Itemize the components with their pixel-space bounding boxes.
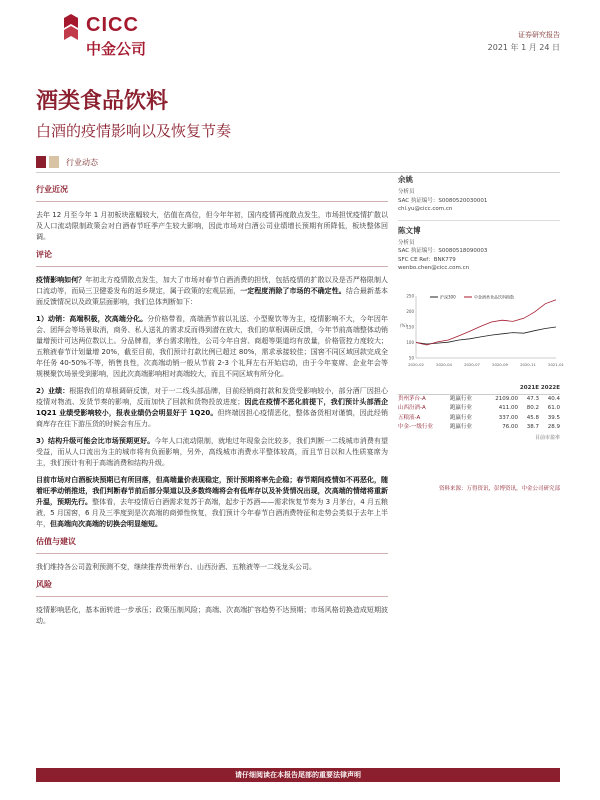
stock-rating: 跑赢行业 bbox=[450, 414, 473, 421]
analyst-cert: SAC 执证编号：S0080520030001 bbox=[398, 197, 488, 204]
stock-target: 2109.00 bbox=[495, 395, 518, 402]
x-tick-label: 2020-11 bbox=[520, 362, 536, 367]
logo-text-cn: 中金公司 bbox=[86, 40, 147, 58]
stock-rating: 跑赢行业 bbox=[450, 424, 473, 430]
stock-pe-2021: 38.7 bbox=[526, 424, 539, 430]
tag-label: 行业动态 bbox=[66, 158, 98, 167]
series-line-1 bbox=[416, 327, 556, 344]
cicc-logo-mark-icon bbox=[60, 14, 82, 42]
bold-lead: 3）结构升级可能会比市场预期更好。 bbox=[36, 437, 155, 445]
index-performance-chart bbox=[398, 288, 564, 372]
x-tick-label: 2020-09 bbox=[492, 362, 508, 367]
stock-pe-2022: 61.0 bbox=[547, 405, 560, 411]
comment-paragraph-1 bbox=[36, 275, 388, 308]
paragraph-text: 年初北方疫情散点发生，加大了市场对春节白酒消费的担忧，包括疫情的扩散以及是否严格限制人口流动等，而局三卫健委发布的返乡规定，属于政策的宏观层面， bbox=[36, 276, 389, 295]
paragraph-text: 整体看，去年疫情后白酒需求复苏于高端，起步于苏酒——需求恢复节奏为 3 月茅台，4 月五粮液，5 月国窖，6 月及三季度到是次高端的商弹性恢复，我们预计今年春节白酒消费特征和走势会类似于去年上半年， bbox=[36, 498, 388, 528]
stock-pe-2022: 40.4 bbox=[547, 395, 560, 402]
stock-pe-2022: 28.9 bbox=[547, 424, 560, 430]
table-header-cell bbox=[450, 384, 490, 394]
comment-paragraph-3 bbox=[36, 386, 388, 430]
bold-lead: 目前市场对白酒板块预期已有所回落，但高端量价表现稳定，预计预期将率先企稳；春节期间疫情如不再恶化，随着旺季动销推进，我们判断春节前后部分渠道以及多数终端将会有低库存以及补货情况出现，次高端的情绪将重新升温，预期先行。 bbox=[36, 476, 388, 506]
section-rule bbox=[36, 266, 388, 267]
stock-name: 中金-一级行业 bbox=[398, 424, 433, 430]
stock-pe-2022: 39.5 bbox=[547, 414, 560, 421]
analyst-sfc: SFC CE Ref：BNK779 bbox=[398, 256, 456, 263]
data-source: 资料来源：万得资讯，彭博资讯，中金公司研究部 bbox=[438, 486, 560, 492]
chart-svg bbox=[398, 288, 564, 372]
analyst-email[interactable]: wenbo.chen@cicc.com.cn bbox=[398, 265, 470, 271]
legend-label: 沪深300 bbox=[440, 294, 456, 300]
section-heading-valuation: 估值与建议 bbox=[36, 537, 76, 546]
report-type: 证券研究报告 bbox=[518, 31, 560, 39]
stock-target: 337.00 bbox=[498, 414, 518, 421]
valuation-paragraph: 我们维持各公司盈利预测不变，继续推荐贵州茅台、山西汾酒、五粮液等一二线龙头公司。 bbox=[36, 563, 316, 571]
analyst-name: 余姚 bbox=[398, 175, 413, 184]
comment-paragraph-4 bbox=[36, 436, 388, 469]
y-tick-label: 200 bbox=[406, 309, 414, 314]
x-tick-label: 2020-07 bbox=[464, 362, 480, 367]
section-heading-comment: 评论 bbox=[36, 250, 52, 259]
company-logo bbox=[60, 12, 180, 62]
industry-title: 酒类食品饮料 bbox=[36, 88, 169, 114]
recommended-stocks-table bbox=[398, 384, 560, 441]
bold-lead: 疫情影响如何？ bbox=[36, 276, 86, 284]
section-rule bbox=[36, 201, 388, 202]
bold-text: 一定程度消除了市场的不确定性。 bbox=[240, 287, 346, 295]
table-header-row bbox=[398, 384, 560, 395]
y-tick-label: 100 bbox=[406, 340, 414, 345]
series-line-2 bbox=[416, 300, 556, 345]
legend-label: 中金酒类食品饮料指数 bbox=[474, 294, 514, 300]
risk-paragraph: 疫情影响恶化，基本面转进一步承压；政策压制风险；高端、次高端扩容趋势不达预期；市场风格切换造成短期波动。 bbox=[36, 606, 388, 625]
section-rule bbox=[36, 596, 388, 597]
table-row bbox=[398, 404, 560, 414]
table-row bbox=[398, 395, 560, 405]
stock-target: 411.00 bbox=[498, 405, 518, 411]
tag-square-light bbox=[49, 156, 59, 168]
comment-paragraph-2 bbox=[36, 314, 388, 380]
table-note: 目前市盈率 bbox=[534, 434, 560, 441]
stock-rating: 跑赢行业 bbox=[450, 405, 473, 411]
stock-name: 山西汾酒-A bbox=[398, 405, 426, 411]
stock-rating: 跑赢行业 bbox=[450, 395, 473, 402]
stock-target: 76.00 bbox=[502, 424, 518, 430]
bold-lead: 2）业绩： bbox=[36, 387, 70, 395]
paragraph-text: 分价格带看，高端酒节前以礼送、小型聚饮等为主，疫情影响不大，今年因年会、团拜会等场景取消，商务、私人送礼的需求反而得到潜在放大，我们的草根调研反馈，今年节前高端整体动销量增预计可达两位数以上。分品牌看，茅台需求刚性，公司今年自营、商超等渠道均有放量，价格管控力度较大；五粮液春节计划量增 20%，截至目前，我们预计打款比例已超过 80%，需求承接较佳；国窖不同区域回款完成全年任务 40-50%不等，销售良性，次高端动销一般从节前 2-3 个礼拜左右开始启动，由于今年宴席、企业年会等规模聚饮场景受到影响，因此次高端影响相对高端较大，而且不同区域有所分化。 bbox=[36, 315, 388, 378]
paragraph-text: 今年人口流动限制，就地过年现象会比较多，我们判断一二线城市消费有望受益，而从人口流出为主的城市将有负面影响，另外，高线城市消费水平整体较高，而且节日以和人性质宴席为主，我们预计有利于高端消费和结构升级。 bbox=[36, 437, 389, 467]
analyst-role: 分析员 bbox=[398, 189, 415, 195]
x-tick-label: 2020-02 bbox=[408, 362, 424, 367]
stock-name: 五粮液-A bbox=[398, 414, 421, 421]
section-heading-risk: 风险 bbox=[36, 580, 52, 589]
table-header-cell: 2021E bbox=[519, 385, 539, 391]
stock-pe-2021: 80.2 bbox=[526, 405, 539, 411]
bold-lead: 1）动销：高端积极，次高端分化。 bbox=[36, 315, 148, 323]
analyst-panel bbox=[398, 172, 560, 279]
bold-text: 因此在疫情不恶化前提下，我们预计头部酒企 1Q21 业绩受影响较小，报表业绩仍会明显好于 1Q20。 bbox=[36, 398, 388, 417]
table-header-cell bbox=[490, 384, 518, 394]
analyst-cert: SAC 执证编号：S0080518090003 bbox=[398, 248, 488, 254]
report-date: 2021 年 1 月 24 日 bbox=[487, 43, 560, 52]
section-rule bbox=[36, 553, 388, 554]
table-header-cell: 2022E bbox=[540, 385, 560, 391]
main-body bbox=[36, 180, 388, 633]
bold-text: 但高端向次高端的切换会明显缩短。 bbox=[50, 520, 162, 528]
y-axis-label: (%) bbox=[400, 323, 407, 328]
analyst-email[interactable]: chi.yu@cicc.com.cn bbox=[398, 206, 453, 212]
analyst-card bbox=[398, 174, 560, 214]
report-subtitle: 白酒的疫情影响以及恢复节奏 bbox=[36, 122, 232, 140]
paragraph-text: 但终端因担心疫情恶化，整体备货相对谨慎，因此经销商库存在往下游压货的时候会有压力。 bbox=[36, 409, 389, 428]
tag-square-dark bbox=[36, 156, 46, 168]
table-row bbox=[398, 414, 560, 424]
logo-text-en: CICC bbox=[86, 14, 139, 36]
x-tick-label: 2020-04 bbox=[436, 362, 452, 367]
table-row bbox=[398, 423, 560, 433]
x-tick-label: 2021-01 bbox=[548, 362, 564, 367]
overview-paragraph: 去年 12 月至今年 1 月初板块涨幅较大，估值在高位，但今年年初，国内疫情再度散点发生，市场担忧疫情扩散以及人口流动限制政策会对白酒春节旺季产生较大影响，因此市场对白酒公司业绩增长预期有所降低，板块整体回调。 bbox=[36, 211, 388, 241]
y-tick-label: 150 bbox=[406, 324, 414, 330]
stock-name: 贵州茅台-A bbox=[398, 395, 426, 402]
paragraph-text: 结合最新基本面反馈情况以及政策层面影响，我们总体判断如下： bbox=[36, 287, 389, 306]
comment-paragraph-5 bbox=[36, 475, 388, 530]
analyst-name: 陈文博 bbox=[398, 225, 421, 235]
analyst-role: 分析员 bbox=[398, 239, 415, 246]
section-heading-overview: 行业近况 bbox=[36, 185, 68, 194]
stock-pe-2021: 45.8 bbox=[526, 414, 539, 421]
paragraph-text: 根据我们的草根调研反馈，对于一二线头部品牌，目前经销商打款和发货受影响较小，部分酒厂因担心疫情对物流、发货节奏的影响，反而加快了回款和货物投放进度； bbox=[36, 387, 388, 406]
y-tick-label: 50 bbox=[408, 355, 414, 361]
table-header-cell bbox=[398, 384, 450, 394]
analyst-card bbox=[398, 225, 560, 273]
y-tick-label: 250 bbox=[406, 293, 414, 299]
legal-disclaimer-link[interactable]: 请仔细阅读在本报告尾部的重要法律声明 bbox=[235, 771, 361, 779]
divider bbox=[398, 220, 560, 221]
stock-pe-2021: 47.3 bbox=[526, 395, 539, 402]
